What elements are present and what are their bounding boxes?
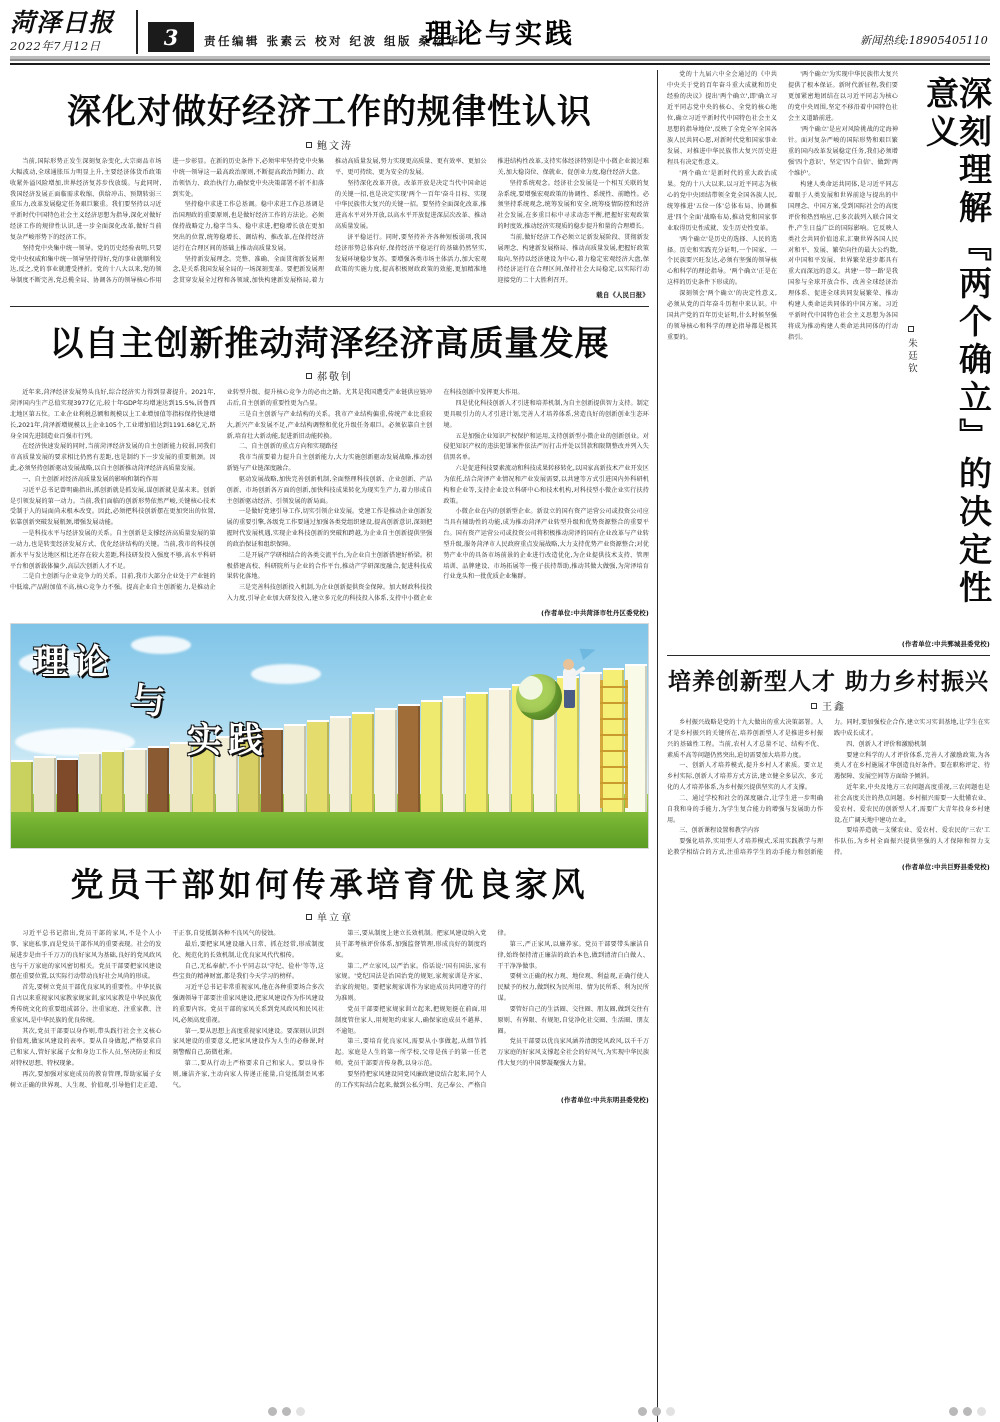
paragraph: 自己,无私奉献',不小平同志以'守纪、俭朴'等等,这些宝贵的精神财富,都是我们今天学习的榜样。 [172, 962, 324, 981]
paragraph: '两个确立'为实现中华民族伟大复兴提供了根本保证。新时代新征程,我们要更加紧密地团结在以习近平同志为核心的党中央周围,坚定不移沿着中国特色社会主义道路前进。 [788, 71, 898, 122]
publication-date: 2022年7月12日 [10, 39, 101, 53]
paragraph: 一是做好党建引导工作,切实引领企业发展。党建工作是推动企业创新发展的重要引擎,各级党工作要通过加强各类党组织建设,提高创新意识,深刻把握时代发展机遇,实现企业科技创新的突破和跨越,为企业自主创新提供坚强的政治保证和组织保障。 [226, 508, 433, 548]
paragraph: 第二,严立家风,以严治家。俗话说:'国有国法,家有家规。'党纪国法是治国治党的规矩,家规家训是齐家、治家的规矩。要把家规家训作为家庭成员共同遵守的行为准则。 [335, 962, 487, 1003]
paragraph: 近年来,中央及地方三农问题高度重视,三农问题也是社会高度关注的热点问题。乡村振兴需要一大批懂农业、爱农村、爱农民的创新型人才,需要广大青年投身乡村建设,在广阔天地中建功立业。 [834, 784, 990, 824]
paragraph: 首先,要树立党员干部优良家风的重要性。中华民族自古以来重视家风家教家规家训,家风家教是中华民族优秀传统文化的重要组成部分。注重家庭、注重家教、注重家风,是中华民族的优良传统。 [10, 984, 162, 1024]
paragraph: 坚持深化改革开放。改革开放是决定当代中国命运的关键一招,也是决定实现'两个一百年'奋斗目标、实现中华民族伟大复兴的关键一招。要坚持全面深化改革,推进高水平对外开放,以高水平开放促进深层次改革、推动高质量发展。 [335, 179, 487, 231]
paper-name: 菏泽日报 [10, 7, 115, 37]
left-column-zone [10, 70, 658, 1422]
paragraph: 当前,国际形势正发生深刻复杂变化,大宗商品市场大幅波动,全球通胀压力明显上升,主要经济体货币政策收紧外溢风险增加,世界经济复苏步伐放缓。与此同时,我国经济发展正面临需求收缩、供给冲击、预期转弱三重压力,改革发展稳定任务艰巨繁重。我们要坚持以习近平新时代中国特色社会主义经济思想为指导,深化对做好经济工作的规律性认识,进一步全面深化改革,做好当前复杂严峻形势下的经济工作。 [10, 158, 162, 241]
paragraph: 构建人类命运共同体,是习近平同志着眼于人类发展和世界前途与提出的中国理念、中国方案,受到国际社会的高度评价和热烈响应,已多次载列入联合国文件,产生日益广泛的国际影响。它反映人类社会共同价值追求,汇聚世界各国人民对和平、发展、繁荣向往的最大公约数,对中国和平发展、世界繁荣进步都具有重大而深远的意义。共建'一带一路'是我国参与全球开放合作、改善全球经济治理体系、促进全球共同发展繁荣、推动构建人类命运共同体的中国方案。习近平新时代中国特色社会主义思想为各国将成为推动构建人类命运共同体的行动指引。 [788, 180, 898, 342]
article-4-headline: 深刻理解『两个确立』的决定性意义 [921, 76, 993, 608]
paragraph: 我市当前要着力提升自主创新能力,大力实施创新驱动发展战略,推动创新链与产业链深度融合。 [226, 454, 433, 473]
paragraph: 一、自主创新对经济高质量发展的影响和制约作用 [22, 475, 159, 483]
decorative-dots [638, 1407, 675, 1416]
article-4 [667, 70, 993, 632]
decorative-dots [268, 1407, 305, 1416]
paragraph: 坚持新发展理念。完整、准确、全面贯彻新发展理念,是关系我国发展全局的一场深刻变革。要把新发展理念贯穿发展全过程和各领域,加快构建新发展格局,着力推动高质量发展,努力实现更高质量、更有效率、更加公平、更可持续、更为安全的发展。 [172, 158, 487, 285]
paragraph: 一、创新人才培养模式,提升乡村人才素质。要立足乡村实际,创新人才培养方式方法,建立健全多层次、多元化的人才培养体系,为乡村振兴提供坚实的人才支撑。 [667, 762, 823, 792]
paragraph: 小微企业在内的创新型企业。新设立的国有资产运营公司或投资公司应当具有辅助性的功能,成为推动菏泽产业转型升级和优势资源整合的重要平台。国有资产运营公司或投资公司将积极推动菏泽的国有企业改革与产业转型升级,服务菏泽市人民政府重点发展战略,大力支持优势产业资源整合;对优势产业中的具备市场前景的企业进行改造优化,为企业提供技术支持、管理培训、品牌建设、市场拓展等一揽子扶持帮助,推动其做大做强,为菏泽培育行业龙头和一批优质企业集群。 [443, 508, 649, 581]
illustration-caption [33, 644, 269, 762]
paragraph: 习近平总书记曾明确指出,抓创新就是抓发展,谋创新就是谋未来。创新是引领发展的第一动力。当前,我们面临的创新形势依然严峻,关键核心技术受制于人的局面尚未根本改变。因此,必须把科技创新摆在更加突出的位置,依靠创新突破发展瓶颈,增强发展动能。 [10, 486, 216, 527]
paragraph: 要树立正确的权力观、地位观、利益观,正确行使人民赋予的权力,做到权为民所用、情为民所系、利为民所谋。 [497, 973, 649, 1003]
paragraph: 党员干部要以优良家风涵养清朗党风政风,以千千万万家庭的好家风支撑起全社会的好风气,为实现中华民族伟大复兴的中国梦凝聚强大力量。 [497, 1038, 649, 1068]
article-1-headline: 深化对做好经济工作的规律性认识 [67, 92, 592, 132]
article-3-source: (作者单位:中共东明县委党校) [560, 1095, 649, 1104]
paragraph: 其次,党员干部要以身作则,带头践行社会主义核心价值观,做家风建设的表率。要从自身做起,严格要求自己和家人,管好家属子女和身边工作人员,坚决防止和反对特权思想、特权现象。 [10, 1027, 162, 1068]
article-2-body-top [10, 388, 649, 605]
paragraph: 二、通过学校和社会的深度融合,让学生进一步明确自我和身的手能力,为学生复合能力的增强与发展助力作用。 [667, 794, 823, 824]
article-2 [10, 307, 649, 617]
paragraph: 再次,要加强对家庭成员的教育管理,帮助家属子女树立正确的世界观、人生观、价值观,引导他们走正道、干正事,自觉抵制各种不良风气的侵蚀。 [10, 930, 280, 1089]
paragraph: 二、自主创新的重点方向和实现路径 [238, 443, 338, 451]
article-1-body [10, 157, 649, 287]
paragraph: 二是自主创新与企业竞争力的关系。目前,我市大部分企业处于产业链的中低端,产品附加值不高,核心竞争力不强。提高企业自主创新能力,是推动企业转型升级、提升核心竞争力的必由之路。尤其是我国遭受产业链供应链冲击后,自主创新的重要性更为凸显。 [10, 389, 433, 592]
paragraph: 第三,要从制度上建立长效机制。把家风建设纳入党员干部考核评价体系,加强监督管理,形成良好的制度约束。 [335, 930, 487, 959]
paragraph: 六是促进科技要素流动和科技成果转移转化,以国家高新技术产业开发区为依托,结合菏泽产业情况和产业发展需要,以共建等方式引进国内外科研机构和企业等,支持企业设立科研中心和技术机构,对科技型小微企业实行扶持政策。 [443, 465, 649, 505]
paragraph: 乡村振兴战略是党的十九大做出的重大决策部署。人才是乡村振兴的关键所在,培养创新型人才是推进乡村振兴的基础性工程。当前,农村人才总量不足、结构不优、素质不高等问题仍然突出,迫切需要加大培养力度。 [667, 719, 823, 759]
paragraph: '两个确立'是应对风险挑战的定海神针。面对复杂严峻的国际形势和艰巨繁重的国内改革发展稳定任务,我们必须增强'四个意识'、坚定'四个自信'、做到'两个维护'。 [788, 125, 898, 177]
paragraph: 坚持系统观念。经济社会发展是一个相互关联的复杂系统,要增强宏观政策的协调性、系统性、前瞻性。必须坚持系统观念,统筹发展和安全,统筹疫情防控和经济社会发展,在多重目标中寻求动态平衡,把握好宏观政策的时度效,推动经济实现质的稳步提升和量的合理增长。 [497, 179, 649, 231]
boy-legs [564, 688, 575, 708]
news-hotline: 新闻热线:18905405110 [860, 34, 988, 47]
paragraph: 第三,严正家风,以廉养家。党员干部要带头廉洁自律,始终保持清正廉洁的政治本色,做到清清白白做人、干干净净做事。 [497, 940, 649, 970]
paragraph: 三是自主创新与产业结构的关系。我市产业结构偏重,传统产业比重较大,新兴产业发展不足,产业结构调整和优化升级任务艰巨。必须依靠自主创新,培育壮大新动能,促进新旧动能转换。 [226, 410, 433, 440]
paragraph: 三、创新课程设置和教学内容 [679, 827, 760, 835]
theory-practice-illustration [10, 623, 649, 849]
article-2-source: (作者单位:中共菏泽市牡丹区委党校) [541, 609, 649, 617]
illustration-caption-line-3: 实践 [186, 721, 269, 762]
globe-icon [516, 674, 562, 720]
article-2-byline [10, 368, 649, 388]
paragraph: 第三,要培育优良家风,需要从小事做起,从细节抓起。家庭是人生的第一所学校,父母是孩子的第一任老师。党员干部要言传身教,以身示范。 [335, 1038, 487, 1068]
article-2-author: 郝敬钊 [317, 372, 353, 384]
paragraph: 五是加强企业知识产权保护和运用,支持创新型小微企业的创新创业。对侵犯知识产权的违法犯罪案件依法严厉打击并处以罚款和限期整改并列入失信黑名单。 [443, 432, 649, 462]
paragraph: 习近平总书记指出,党员干部的家风,不是个人小事、家庭私事,而是党员干部作风的重要表现。社会的发展进步是由千千万万的良好家风为基础,良好的党风政风也与千万家庭的家风密切相关。党员干部要把家风建设摆在重要位置,以实际行动带动良好社会风尚的形成。 [10, 930, 162, 981]
paragraph: 第一,要从思想上高度重视家风建设。要深刻认识到家风建设的重要意义,把家风建设作为人生的必修课,时刻警醒自己,防微杜渐。 [172, 1027, 324, 1057]
article-3-author: 单立章 [317, 913, 353, 924]
paragraph: 坚持稳中求进工作总基调。稳中求进工作总基调是治国理政的重要原则,也是做好经济工作的方法论。必须保持战略定力,稳字当头、稳中求进,把稳增长放在更加突出的位置,统筹稳增长、调结构、推改革,在保持经济运行在合理区间的基础上推动高质量发展。 [172, 201, 324, 252]
article-1-byline [10, 137, 649, 157]
paragraph: '两个确立'是历史的选择、人民的选择。历史和实践充分证明,一个国家、一个民族要兴旺发达,必须有坚强的领导核心和科学的理论指导。'两个确立'正是在这样的历史条件下形成的。 [667, 235, 777, 287]
paragraph: 要培养造就一支懂农业、爱农村、爱农民的'三农'工作队伍,为乡村全面振兴提供坚强的人才保障和智力支持。 [834, 827, 990, 857]
paragraph: 要管好自己的生活圈、交往圈、朋友圈,做到交往有原则、有界限、有规矩,自觉净化社交圈、生活圈、朋友圈。 [497, 1005, 649, 1035]
paragraph: 济平稳运行。同时,要坚持补齐各种短板弱项,我国经济形势总体向好,保持经济平稳运行的基础仍然坚实,发展环境稳步复苏。要增强各类市场主体活力,加大宏观政策的实施力度,提高积极财政政策的效能,更加精准地推进结构性改革,支持实体经济特别是中小微企业渡过难关,加大稳岗位、保就业、促创业力度,稳住经济大盘。 [335, 158, 649, 274]
section-title: 理论与实践 [425, 19, 575, 50]
article-1-source: 载自《人民日报》 [596, 291, 649, 300]
article-4-source: (作者单位:中共鄄城县委党校) [901, 640, 990, 648]
paragraph: 习近平总书记非常重视家风,他在各种重要场合多次强调领导干部要注重家风建设,把家风建设作为作风建设的重要内容。党员干部的家风关系到党风政风和民风社风,必须高度重视。 [172, 984, 324, 1024]
masthead-identity [10, 7, 138, 54]
page-number: 3 [148, 22, 194, 52]
paragraph: 第二,要从行动上严格要求自己和家人。要以身作则,廉洁齐家,主动向家人传递正能量,自觉抵制歪风邪气。 [172, 1060, 324, 1089]
paragraph: 党员干部要把家规家训立起来,把规矩挺在前面,用制度管住家人,用规矩约束家人,确保家庭成员不越界、不逾矩。 [335, 1005, 487, 1035]
page-body [10, 70, 993, 1422]
byline-square-icon [306, 914, 312, 920]
paragraph: 当前,做好经济工作必须立足新发展阶段、贯彻新发展理念、构建新发展格局、推动高质量发展,把握好政策取向,坚持以经济建设为中心,着力稳定宏观经济大盘,保持经济运行在合理区间,保持社会大局稳定,以实际行动迎接党的二十大胜利召开。 [497, 233, 649, 285]
article-5-headline: 培养创新型人才 助力乡村振兴 [667, 668, 989, 695]
masthead-rule-solid [10, 63, 990, 65]
article-5-author: 王鑫 [822, 702, 846, 713]
article-3-headline: 党员干部如何传承培育优良家风 [70, 865, 589, 904]
illustration-caption-line-2: 与 [130, 682, 172, 723]
paragraph: 坚持党中央集中统一领导。党的历史经验表明,只要党中央权威和集中统一领导坚持得好,党的事业就顺利发达,反之,党的事业就遭受挫折。党的十八大以来,党的领导制度不断完善,党总揽全局、协调各方的领导核心作用进一步彰显。在新的历史条件下,必须牢牢坚持党中央集中统一领导这一最高政治原则,不断提高政治判断力、政治领悟力、政治执行力,确保党中央决策部署不折不扣落到实处。 [10, 158, 324, 285]
paragraph: 四是优化科技创新人才引进和培养机制,为自主创新提供智力支持。制定更具吸引力的人才引进计划,完善人才培养体系,营造良好的创新创业生态环境。 [443, 399, 649, 429]
masthead-rule [10, 56, 990, 63]
article-1-author: 鲍文涛 [317, 141, 353, 152]
byline-square-icon [306, 142, 312, 148]
right-column-zone [658, 70, 993, 1422]
article-5 [667, 656, 990, 871]
article-1 [10, 70, 649, 299]
boy-head [563, 659, 574, 670]
article-4-author: 朱廷钦 [906, 338, 917, 376]
article-4-byline [904, 326, 918, 376]
paragraph: 近年来,菏泽经济发展势头良好,综合经济实力得到显著提升。2021年,菏泽国内生产总值实现3977亿元,较十年GDP年均增速达到15.5%,居鲁西北地区第五位。工业企业利税总额和规模以上工业增加值等指标保持快速增长,2021年,菏泽新增规模以上企业105个,工业增加值达到1191.68亿元,跻身全国先进制造业百强市行列。 [10, 389, 216, 440]
byline-square-icon [306, 373, 312, 379]
paragraph: 三是完善科技创新投入机制,为企业创新提供资金保障。加大财政科技投入力度,引导企业加大研发投入,建立多元化的科技投入体系,支持中小微企业在科技创新中发挥更大作用。 [226, 389, 524, 603]
article-3 [10, 849, 649, 1104]
article-3-body [10, 929, 649, 1092]
paragraph: 要强化培养,实用型人才培养模式,采用实践教学与理论教学相结合的方式,注重培养学生的动手能力和创新能力。同时,要加强校企合作,建立实习实训基地,让学生在实践中成长成才。 [667, 719, 990, 857]
article-2-headline: 以自主创新推动菏泽经济高质量发展 [49, 324, 610, 365]
paragraph: 党的十九届六中全会通过的《中共中央关于党的百年奋斗重大成就和历史经验的决议》提出'两个确立',即'确立习近平同志党中央的核心、全党的核心地位,确立习近平新时代中国特色社会主义思想的指导地位',反映了全党全军全国各族人民共同心愿,对新时代党和国家事业发展、对推进中华民族伟大复兴历史进程具有决定性意义。 [667, 71, 777, 166]
paragraph: 要建立科学的人才评价体系,完善人才激励政策,为各类人才在乡村施展才华创造良好条件。要在职称评定、待遇保障、发展空间等方面给予倾斜。 [834, 751, 990, 781]
paragraph: 深刻领会'两个确立'的决定性意义,必须从党的百年奋斗历程中来认识。中国共产党的百年历史证明,什么时候坚强的领导核心和科学的理论指导都是极其重要的。 [667, 290, 777, 342]
paragraph: '两个确立'是新时代的重大政治成果。党的十八大以来,以习近平同志为核心的党中央团结带领全党全国各族人民,统筹推进'五位一体'总体布局、协调推进'四个全面'战略布局,推动党和国家事业取得历史性成就、发生历史性变革。 [667, 169, 777, 232]
article-5-body [667, 718, 990, 859]
ladder-icon [600, 680, 628, 808]
paragraph: 在经济快速发展的同时,当前菏泽经济发展的自主创新能力较弱,同我们市高质量发展的要求相比仍然有差距,也是制约下一步发展的重要瓶颈。因此,必须坚持创新驱动发展战略,以自主创新推动菏泽经济高质量发展。 [10, 443, 216, 473]
paragraph: 二是开展产学研相结合的各类交流平台,为企业自主创新搭建好桥梁。积极搭建高校、科研院所与企业的合作平台,推动产学研深度融合,促进科技成果转化落地。 [226, 551, 433, 581]
illustration-caption-line-1: 理论 [33, 643, 116, 683]
editors-credit: 责任编辑 张素云 校对 纪波 组版 桑松华 [204, 34, 461, 48]
byline-square-icon [908, 326, 914, 332]
paragraph: 要坚持把家风建设同党风廉政建设结合起来,同个人的工作实际结合起来,做到公私分明、克己奉公、严格自律。 [335, 930, 510, 1089]
article-5-byline [667, 698, 990, 718]
decorative-dots [949, 1407, 986, 1416]
article-4-body [667, 70, 904, 632]
article-3-byline [10, 909, 649, 929]
paragraph: 四、创新人才评价和激励机制 [846, 740, 927, 748]
paragraph: 驱动发展战略,加快完善创新机制,全面整理科技创新、企业创新、产品创新、市场创新各方面的创新,加快科技成果转化为现实生产力,着力形成自主创新驱动经济、引领发展的新局面。 [226, 475, 433, 505]
paragraph: 最后,要把家风建设融入日常、抓在经常,形成制度化、规范化的长效机制,让优良家风代代相传。 [172, 940, 324, 959]
byline-square-icon [811, 703, 817, 709]
masthead [10, 6, 990, 54]
article-5-source: (作者单位:中共巨野县委党校) [901, 862, 990, 871]
paragraph: 一是科技水平与经济发展的关系。自主创新是支撑经济高质量发展的第一动力,也是转变经济发展方式、优化经济结构的关键。当前,我市的科技创新水平与发达地区相比还存在较大差距,科技研发投入强度不够,高水平科研平台和创新载体偏少,高层次创新人才不足。 [10, 530, 216, 570]
